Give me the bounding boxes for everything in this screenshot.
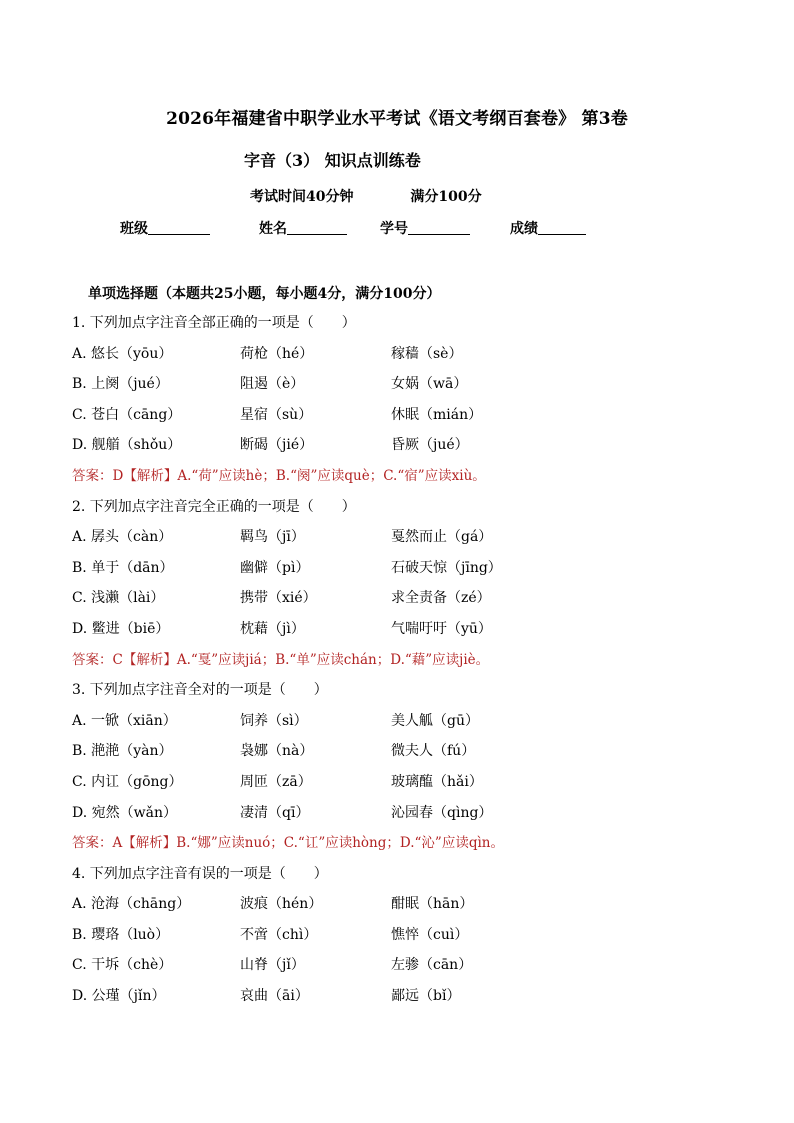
exam-time: 考试时间40分钟 [250,189,354,205]
option-item: A. 一锨（xiān） [72,712,177,729]
option-item: 凄清（qī） [240,804,310,821]
answer-explanation: 答案：A【解析】B.“娜”应读nuó；C.“讧”应读hòng；D.“沁”应读qìn。 [72,835,504,852]
option-item: 羁鸟（jī） [240,529,305,546]
option-item: 幽僻（pì） [240,559,310,576]
option-item: 女娲（wā） [391,376,468,393]
option-item: 憔悴（cuì） [391,926,469,943]
option-row[interactable] [72,984,772,1015]
question-stem: 4. 下列加点字注音有误的一项是（ ） [72,865,328,882]
question-stem: 1. 下列加点字注音全部正确的一项是（ ） [72,315,356,331]
option-item: B. 璎珞（luò） [72,926,170,943]
option-item: C. 浅濑（lài） [72,590,165,607]
option-item: C. 内讧（gōng） [72,773,183,790]
option-row[interactable] [72,342,772,373]
page-subtitle: 字音（3） 知识点训练卷 [244,151,421,170]
class-blank[interactable] [148,220,210,235]
name-field[interactable] [259,218,347,238]
option-item: A. 孱头（càn） [72,529,173,546]
name-label: 姓名 [259,221,287,237]
option-item: A. 沧海（chāng） [72,896,191,913]
option-item: 气喘吁吁（yū） [391,620,492,637]
option-item: 携带（xié） [240,590,317,607]
option-item: 求全责备（zé） [391,590,491,607]
option-item: 波痕（hén） [240,896,323,913]
page-title: 2026年福建省中职学业水平考试《语文考纲百套卷》 第3卷 [166,109,628,129]
option-row[interactable] [72,953,772,984]
option-item: 玻璃醢（hǎi） [391,773,483,790]
option-item: C. 苍白（cāng） [72,406,182,423]
option-item: 石破天惊（jīng） [391,559,502,576]
option-item: C. 干坼（chè） [72,957,173,974]
option-item: 饲养（sì） [240,712,308,729]
question-stem: 3. 下列加点字注音全对的一项是（ ） [72,682,328,699]
exam-score: 满分100分 [410,189,482,205]
option-row[interactable] [72,586,772,617]
class-label: 班级 [120,221,148,237]
option-item: 枕藉（jì） [240,620,305,637]
option-item: 哀曲（āi） [240,988,309,1005]
option-row[interactable] [72,617,772,648]
option-row[interactable] [72,801,772,832]
option-row[interactable] [72,739,772,770]
grade-field[interactable] [510,218,586,238]
grade-blank[interactable] [538,220,586,235]
grade-label: 成绩 [510,221,538,237]
option-row[interactable] [72,433,772,464]
option-item: 稼穑（sè） [391,345,463,362]
section-title: 单项选择题（本题共25小题，每小题4分，满分100分） [88,286,441,302]
option-row[interactable] [72,372,772,403]
option-item: 星宿（sù） [240,406,313,423]
option-item: 阻遏（è） [240,376,305,393]
student-id-blank[interactable] [408,220,470,235]
option-item: 周匝（zā） [240,773,312,790]
student-id-label: 学号 [380,221,408,237]
option-item: 不啻（chì） [240,926,318,943]
option-item: D. 宛然（wǎn） [72,804,177,821]
option-item: A. 悠长（yōu） [72,345,173,362]
option-item: D. 公瑾（jǐn） [72,988,166,1005]
option-item: 休眠（mián） [391,406,483,423]
question-stem: 2. 下列加点字注音完全正确的一项是（ ） [72,498,356,515]
option-item: 荷枪（hé） [240,345,314,362]
option-item: D. 鳖进（biē） [72,620,170,637]
option-row[interactable] [72,709,772,740]
option-row[interactable] [72,770,772,801]
option-item: 戛然而止（gá） [391,529,493,546]
option-item: 微夫人（fú） [391,743,476,760]
exam-meta [250,186,482,206]
class-field[interactable] [120,218,210,238]
option-item: 沁园春（qìng） [391,804,493,821]
option-item: 山脊（jǐ） [240,957,305,974]
option-item: B. 单于（dān） [72,559,174,576]
option-item: B. 上阕（jué） [72,376,169,393]
option-item: 鄙远（bǐ） [391,988,461,1005]
option-item: 昏厥（jué） [391,437,469,454]
option-row[interactable] [72,403,772,434]
answer-explanation: 答案：C【解析】A.“戛”应读jiá；B.“单”应读chán；D.“藉”应读jiè。 [72,651,490,668]
option-item: 酣眠（hān） [391,896,474,913]
option-item: 断碣（jié） [240,437,314,454]
name-blank[interactable] [287,220,347,235]
option-row[interactable] [72,525,772,556]
question-list [72,311,772,1015]
option-row[interactable] [72,556,772,587]
option-row[interactable] [72,923,772,954]
answer-explanation: 答案：D【解析】A.“荷”应读hè；B.“阕”应读què；C.“宿”应读xiù。 [72,467,486,484]
option-item: B. 滟滟（yàn） [72,743,173,760]
option-item: 美人觚（gū） [391,712,479,729]
student-id-field[interactable] [380,218,470,238]
option-item: D. 舰艏（shǒu） [72,437,182,454]
option-row[interactable] [72,892,772,923]
option-item: 左骖（cān） [391,957,473,974]
option-item: 袅娜（nà） [240,743,314,760]
